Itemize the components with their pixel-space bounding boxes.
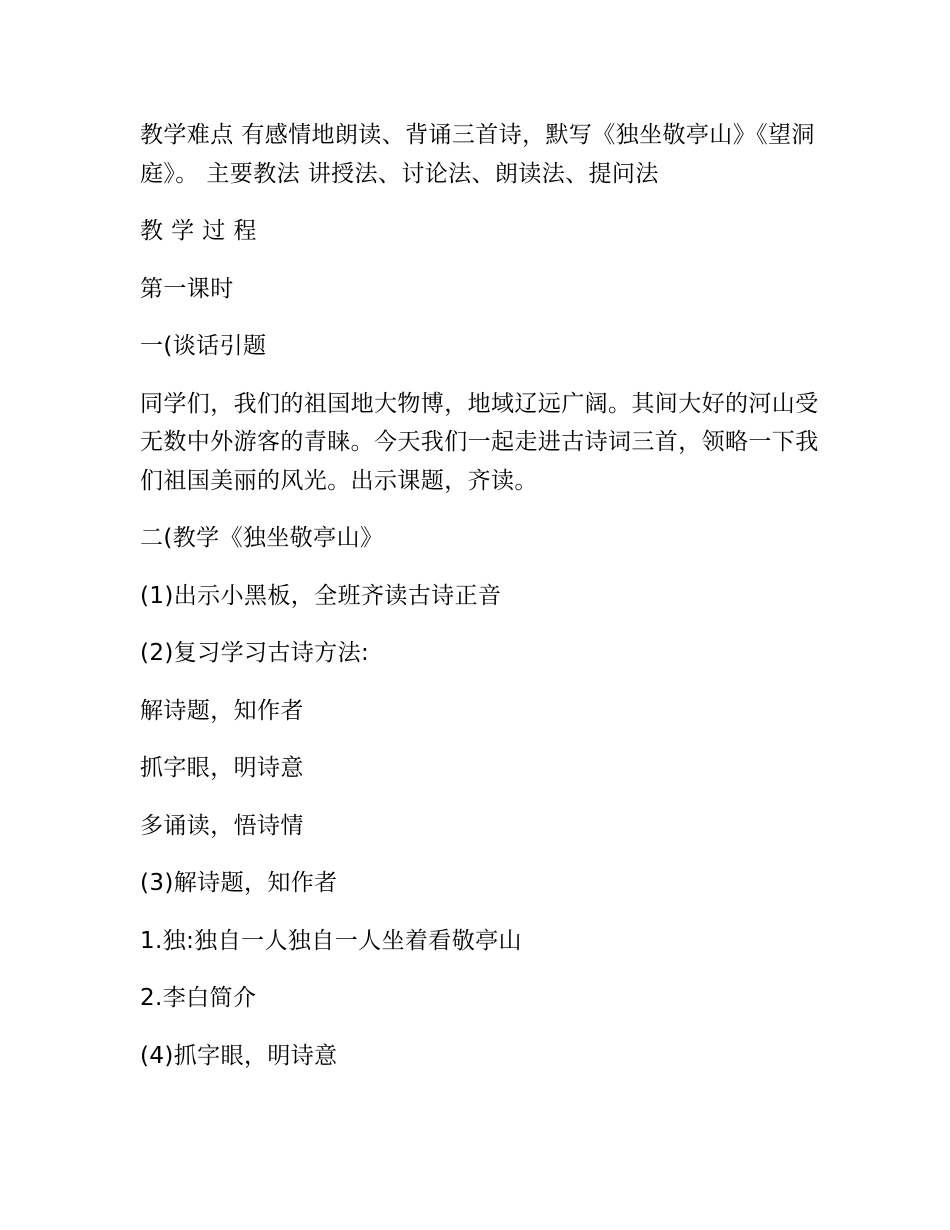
method-line-2: 抓字眼，明诗意	[140, 755, 304, 781]
list-item-step-4: (4)抓字眼，明诗意	[140, 1042, 338, 1069]
list-item-step-2: (2)复习学习古诗方法:	[140, 640, 370, 666]
heading-teaching-process: 教 学 过 程	[140, 218, 257, 244]
document-page	[140, 116, 820, 1094]
paragraph-teaching-difficulty: 教学难点 有感情地朗读、背诵三首诗，默写《独坐敬亭山》《望洞庭》。 主要教法 讲授法、讨论法、朗读法、提问法	[140, 122, 815, 187]
method-line-1: 解诗题，知作者	[140, 697, 304, 724]
list-item-step-3: (3)解诗题，知作者	[140, 870, 338, 896]
paragraph-intro-text: 同学们，我们的祖国地大物博，地域辽远广阔。其间大好的河山受无数中外游客的青睐。今天我们一起走进古诗词三首，领略一下我们祖国美丽的风光。出示课题，齐读。	[140, 390, 819, 494]
section-heading-poem: 二(教学《独坐敬亭山》	[140, 525, 384, 551]
heading-first-lesson: 第一课时	[140, 275, 234, 302]
list-item-sub-2: 2.李白简介	[140, 985, 257, 1011]
section-heading-intro: 一(谈话引题	[140, 333, 267, 359]
list-item-sub-1: 1.独:独自一人独自一人坐着看敬亭山	[140, 927, 522, 954]
method-line-3: 多诵读，悟诗情	[140, 812, 304, 839]
list-item-step-1: (1)出示小黑板，全班齐读古诗正音	[140, 582, 502, 609]
